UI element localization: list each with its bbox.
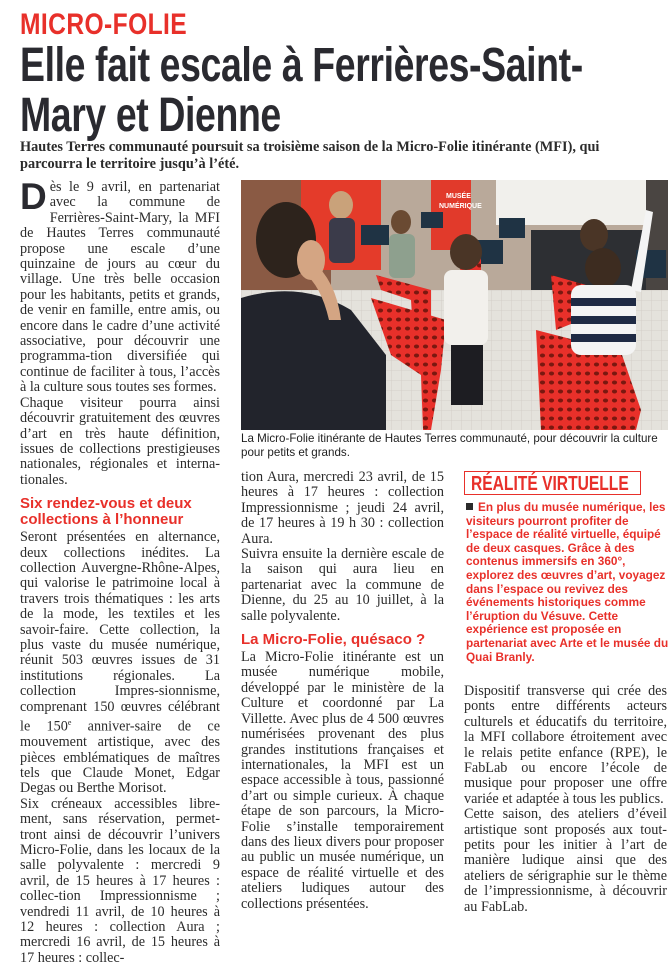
standfirst: Hautes Terres communauté poursuit sa troisième saison de la Micro-Folie itinérante (MFI), qui parcourra le territoire jusqu’à l’été.	[20, 139, 600, 172]
article-column-3	[464, 684, 667, 915]
subheading: La Micro-Folie, quésaco ?	[241, 631, 426, 649]
paragraph: Cette saison, des ateliers d’éveil artistique sont proposés aux tout-petits pour les initier à l’art de manière ludique ainsi que des ateliers de sérigraphie sur le thème de l’impressionnisme, à découvrir au FabLab.	[464, 806, 667, 915]
sidebar-body: En plus du musée numérique, les visiteurs pourront profiter de l’espace de réalité virtuelle, équipé de deux casques. Grâce à des contenus immersifs en 360°, explorez des œuvres d’art, voyagez dans l’espace ou revivez des événements historiques comme l’éruption du Vésuve. Cette expérience est proposée en partenariat avec Arte et le musée du Quai Branly.	[466, 500, 669, 664]
sidebar-title-box	[464, 471, 641, 495]
sidebar-title: RÉALITÉ VIRTUELLE	[471, 473, 629, 495]
paragraph-text: anniver-saire de ce mouvement artistique, avec des pièces emblématiques de maîtres tels que Claude Monet, Edgar Degas ou Berthe Morisot.	[20, 718, 220, 797]
paragraph: Suivra ensuite la dernière escale de la saison qui aura lieu en partenariat avec la commune de Dienne, du 25 au 10 juillet, à la salle polyvalente.	[241, 546, 444, 624]
article-column-1	[20, 176, 220, 966]
paragraph: Chaque visiteur pourra ainsi découvrir gratuitement des œuvres d’art en très haute définition, issues de collections prestigieuses nationales, régionales et interna-tionales.	[20, 394, 220, 488]
sign-text: NUMÉRIQUE	[439, 203, 482, 210]
paragraph: La Micro-Folie itinérante est un musée numérique mobile, développé par le ministère de la Culture et coordonné par La Villette. Avec plus de 4 500 œuvres numérisées provenant des plus grandes institutions françaises et internationales, la MFI est un espace accessible à tous, passionné d’art ou simple curieux. À chaque étape de son parcours, la Micro-Folie s’installe temporairement dans des lieux divers pour proposer au public un musée numérique, un espace de réalité virtuelle et des ateliers ludiques autour des collections présentées.	[241, 649, 444, 912]
drop-cap: D	[20, 176, 47, 217]
headline: Elle fait escale à Ferrières-Saint-Mary et Dienne	[20, 39, 583, 142]
paragraph: Six créneaux accessibles libre-ment, sans réservation, permet-tront ainsi de découvrir l’univers Micro-Folie, dans les locaux de la salle polyvalente : mercredi 9 avril, de 15 heures à 17 heures : collec-tion Impressionnisme ; vendredi 11 avril, de 10 heures à 12 heures : collection Aura ; mercredi 16 avril, de 15 heures à 17 heures : collec-	[20, 795, 220, 966]
photo-illustration	[241, 180, 668, 430]
article-column-2	[241, 470, 444, 912]
paragraph: Dispositif transverse qui crée des ponts entre différents acteurs culturels et éducatifs du territoire, la MFI collabore étroitement avec le relais petite enfance (RPE), le FabLab ou encore l’école de musique pour proposer une offre variée et adaptée à tous les publics.	[464, 683, 667, 807]
bullet-square-icon	[466, 503, 473, 510]
sidebar-text	[466, 501, 669, 664]
paragraph-text: Seront présentées en alternance, deux collections inédites. La collection Auvergne-Rhône-Alpes, qui valorise le patrimoine local à travers trois thématiques : les arts de la mode, les textiles et les savoir-faire. Cette collection, la plus vaste du musée numérique, réunit 503 œuvres issues de 31 institutions régionales. La collection Impres-sionnisme, comprenant 150 œuvres célébrant le 150	[20, 529, 220, 735]
superscript: e	[67, 718, 72, 727]
paragraph	[20, 530, 220, 797]
article-photo	[241, 180, 668, 430]
section-kicker: MICRO-FOLIE	[20, 8, 188, 41]
intro-paragraph	[20, 176, 220, 396]
intro-text: ès le 9 avril, en partenariat avec la commune de Ferrières-Saint-Mary, la MFI de Hautes Terres communauté propose une escale d’une quinzaine de jours au cœur du village. Une très belle occasion pour les habitants, petits et grands, de venir en famille, entre amis, ou encore dans le cadre d’une activité associative, pour découvrir une programma-tion diversifiée qui continue de faciliter à tous, l’accès à la culture sous toutes ses formes.	[20, 179, 220, 396]
subheading: Six rendez-vous et deux collections à l’honneur	[20, 495, 192, 529]
photo-caption: La Micro-Folie itinérante de Hautes Terres communauté, pour découvrir la culture pour petits et grands.	[241, 432, 658, 459]
paragraph: tion Aura, mercredi 23 avril, de 15 heures à 17 heures : collection Impressionnisme ; jeudi 24 avril, de 17 heures à 19 h 30 : collection Aura.	[241, 469, 444, 547]
sign-text: MUSÉE	[446, 193, 471, 200]
